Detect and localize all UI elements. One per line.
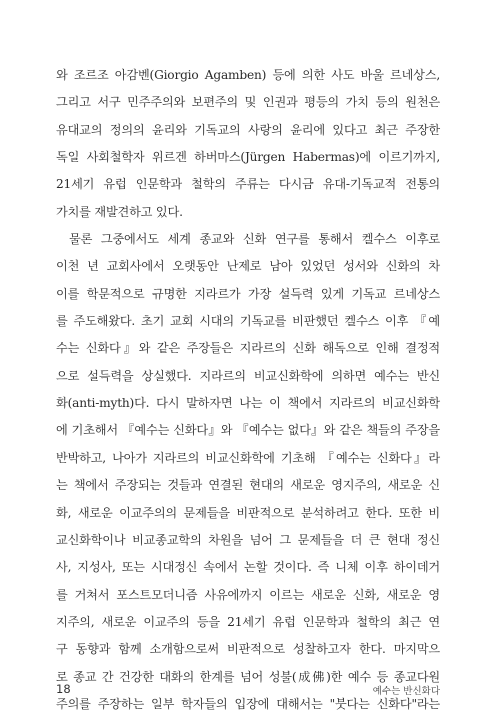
text-line: 주의를 주장하는 일부 학자들의 입장에 대해서는 "붓다는 신화다"라는 [56,696,440,711]
text-line: 가치를 재발견하고 있다. [56,204,183,219]
text-line: 화, 새로운 이교주의의 문제들을 비판적으로 분석하려고 한다. 또한 비 [56,505,440,520]
text-line: 독일 사회철학자 위르겐 하버마스(Jürgen Habermas)에 이르기까지, [56,150,440,165]
text-line: 를 거쳐서 포스트모더니즘 사유에까지 이르는 새로운 신화, 새로운 영 [56,587,440,602]
text-line: 교신화학이나 비교종교학의 차원을 넘어 그 문제들을 더 큰 현대 정신 [56,532,440,547]
text-line: 유대교의 정의의 윤리와 기독교의 사랑의 윤리에 있다고 최근 주장한 [56,122,440,137]
text-line: 그리고 서구 민주주의와 보편주의 및 인권과 평등의 가치 등의 원천은 [56,95,440,110]
text-line: 이를 학문적으로 규명한 지라르가 가장 설득력 있게 기독교 르네상스 [56,286,440,301]
text-line: 물론 그중에서도 세계 종교와 신화 연구를 통해서 켈수스 이후로 [69,232,440,247]
text-line: 에 기초해서 『예수는 신화다』와 『예수는 없다』와 같은 책들의 주장을 [56,423,440,438]
page-number: 18 [56,682,71,696]
text-line: 이천 년 교회사에서 오랫동안 난제로 남아 있었던 성서와 신화의 차 [56,259,440,274]
text-line: 21세기 유럽 인문학과 철학의 주류는 다시금 유대-기독교적 전통의 [56,177,440,192]
paragraph-2 [56,226,440,718]
text-line: 으로 설득력을 상실했다. 지라르의 비교신화학에 의하면 예수는 반신 [56,368,440,383]
text-line: 사, 지성사, 또는 시대정신 속에서 논할 것이다. 즉 니체 이후 하이데거 [56,560,440,575]
running-title: 예수는 반신화다 [372,686,440,697]
text-line: 화(anti-myth)다. 다시 말하자면 나는 이 책에서 지라르의 비교신화학 [56,396,440,411]
text-line: 구 동향과 함께 소개함으로써 비판적으로 성찰하고자 한다. 마지막으 [56,642,440,657]
paragraph-1 [56,62,440,226]
text-line: 지주의, 새로운 이교주의 등을 21세기 유럽 인문학과 철학의 최근 연 [56,614,440,629]
body-text [56,62,440,718]
text-line: 는 책에서 주장되는 것들과 연결된 현대의 새로운 영지주의, 새로운 신 [56,478,440,493]
text-line: 반박하고, 나아가 지라르의 비교신화학에 기초해 『예수는 신화다』라 [56,450,440,465]
text-line: 로 종교 간 건강한 대화의 한계를 넘어 성불(成佛)한 예수 등 종교다원 [56,669,440,684]
text-line: 수는 신화다』와 같은 주장들은 지라르의 신화 해독으로 인해 결정적 [56,341,440,356]
text-line: 와 조르조 아감벤(Giorgio Agamben) 등에 의한 사도 바울 르네상스, [56,68,440,82]
text-line: 를 주도해왔다. 초기 교회 시대의 기독교를 비판했던 켈수스 이후 『예 [56,314,440,329]
